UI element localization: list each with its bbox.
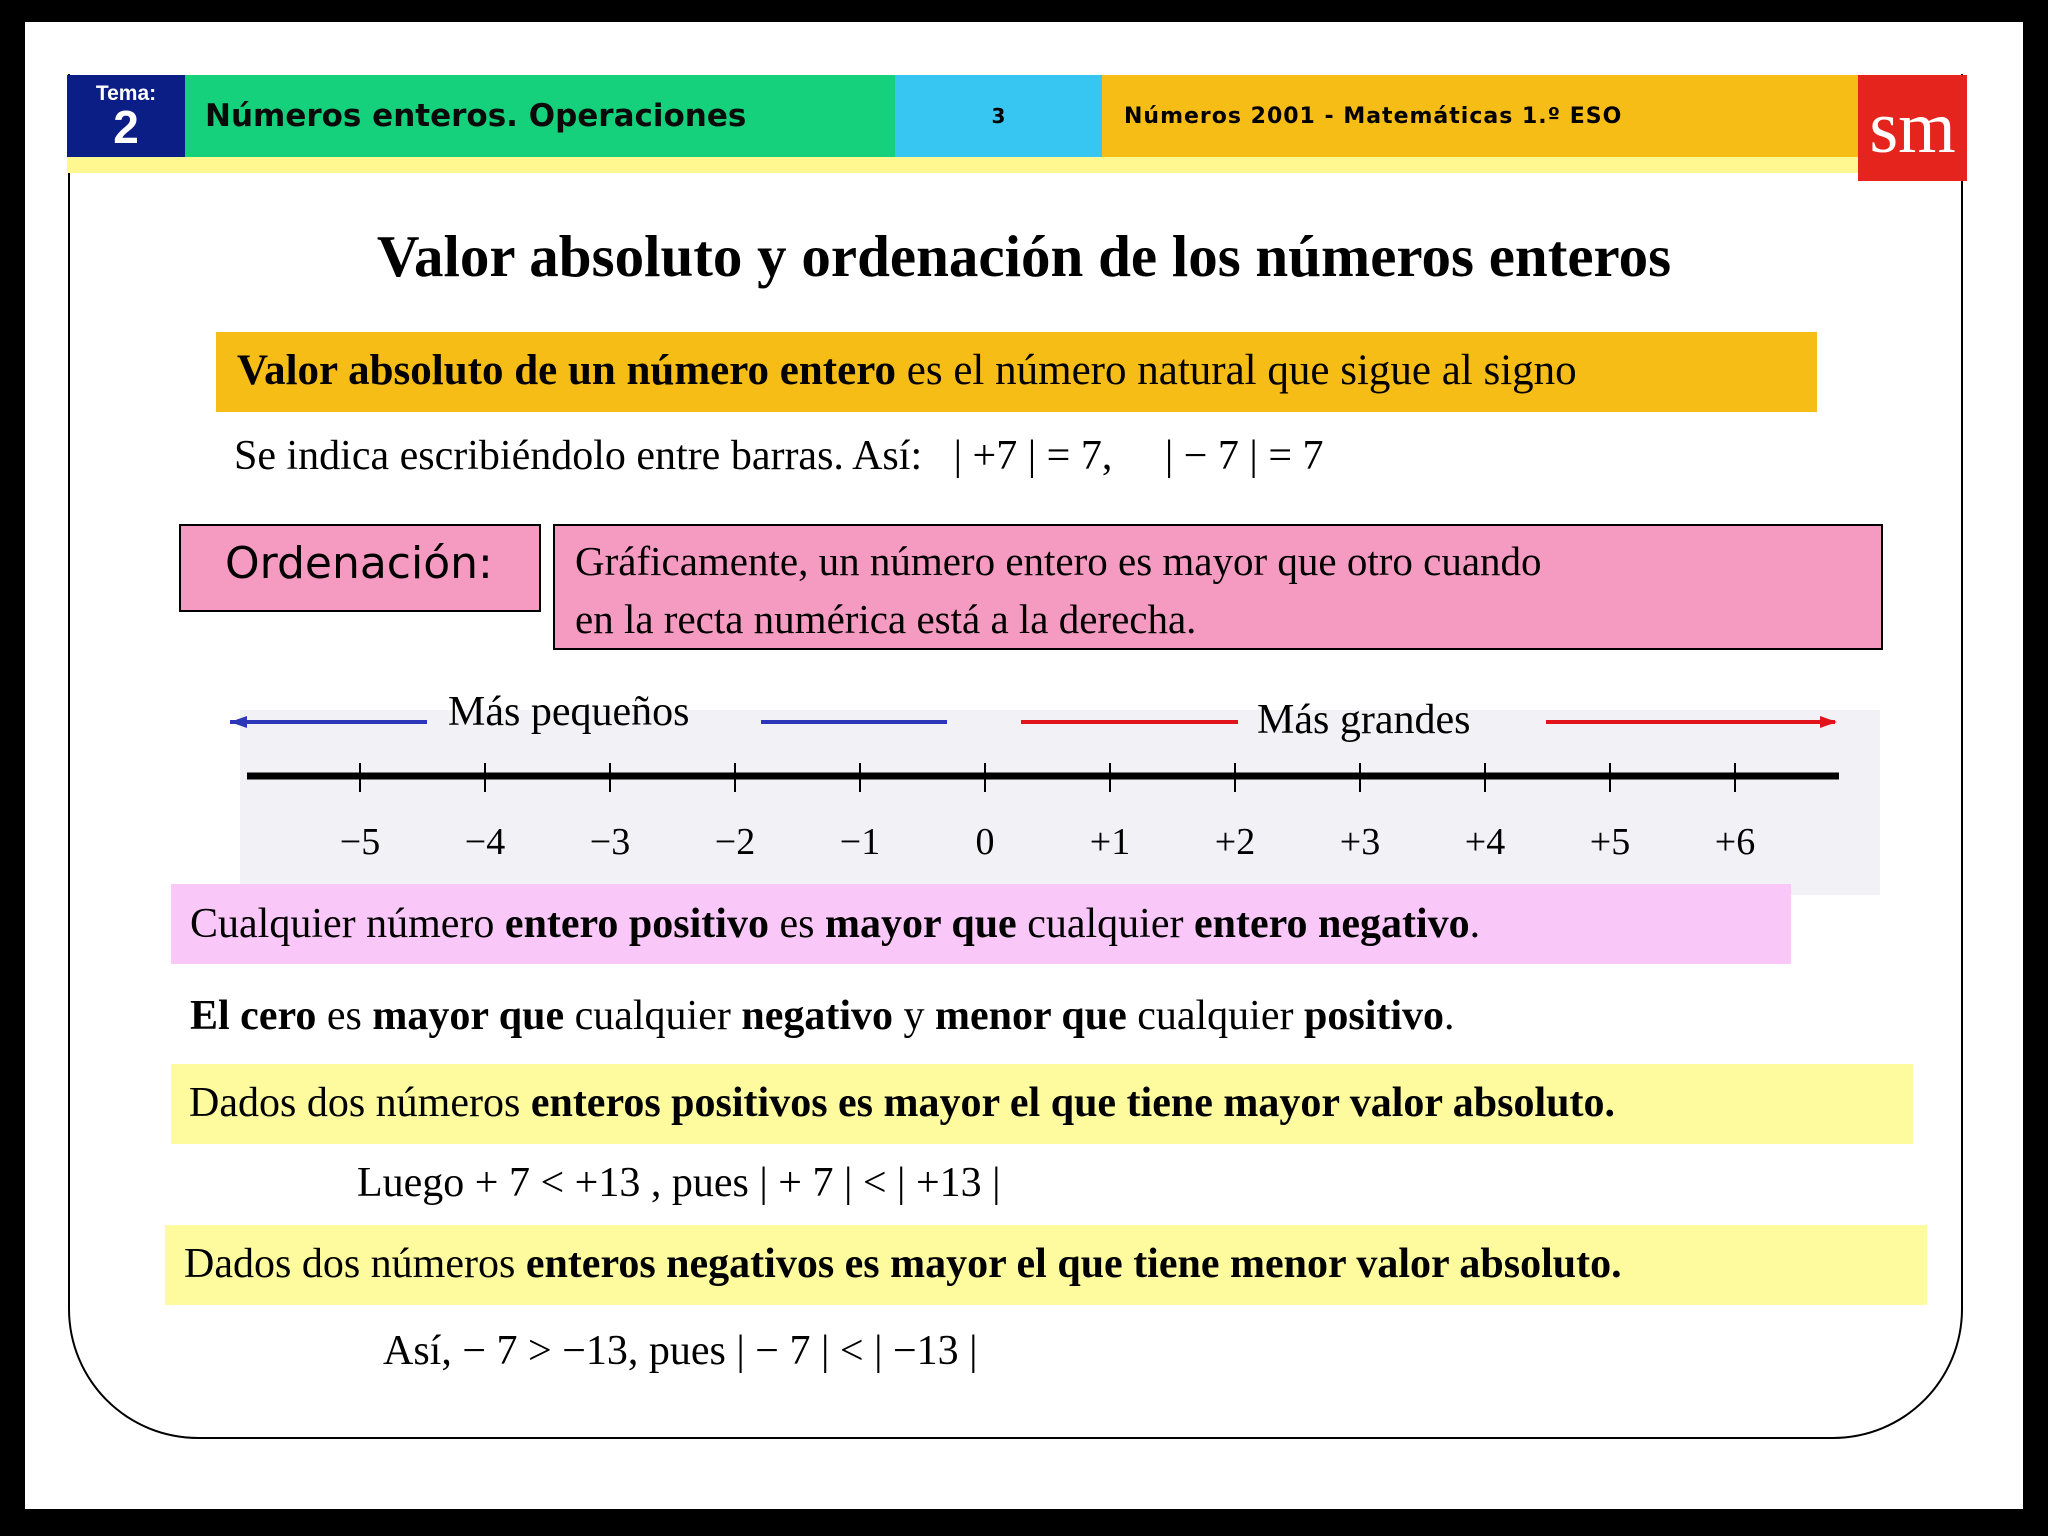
book-title: Números 2001 - Matemáticas 1.º ESO <box>1102 75 1858 157</box>
tick-label: +3 <box>1339 821 1381 863</box>
tick-label: −2 <box>714 821 756 863</box>
notation-text: Se indica escribiéndolo entre barras. Así: <box>234 433 933 479</box>
rule1-bold: entero negativo <box>1193 901 1470 947</box>
tick-label: +6 <box>1714 821 1756 863</box>
rule2-bold: positivo <box>1303 993 1445 1039</box>
tick-label: +5 <box>1589 821 1631 863</box>
tick-label: −3 <box>589 821 631 863</box>
sm-logo: sm <box>1858 75 1967 181</box>
tick-label: −4 <box>464 821 506 863</box>
tick-label: 0 <box>975 821 995 863</box>
rule2-bold: menor que <box>935 993 1127 1039</box>
tick-label: −1 <box>839 821 881 863</box>
left-arrowhead <box>230 716 247 728</box>
tema-label: Tema: <box>95 82 157 105</box>
rule2-text: es <box>316 993 373 1039</box>
rule2-text: . <box>1444 993 1455 1039</box>
notation-example-2: | − 7 | = 7 <box>1164 433 1324 479</box>
rule4-text: Dados dos números <box>184 1241 526 1287</box>
rule-positives <box>171 1064 1913 1144</box>
rule2-text: cualquier <box>564 993 742 1039</box>
rule2-text: cualquier <box>1126 993 1304 1039</box>
rule3-text: Dados dos números <box>189 1080 531 1126</box>
rule-positive-vs-negative <box>171 884 1791 964</box>
right-arrowhead <box>1820 716 1837 728</box>
ordering-label: Ordenación: <box>179 524 541 612</box>
topic-title: Números enteros. Operaciones <box>185 75 895 157</box>
rule3-bold: enteros positivos es mayor el que tiene mayor valor absoluto. <box>530 1080 1615 1126</box>
tema-number: 2 <box>113 101 139 153</box>
tick-label: +4 <box>1464 821 1506 863</box>
rule1-bold: entero positivo <box>504 901 769 947</box>
rule-zero <box>190 992 1455 1040</box>
rule1-bold: mayor que <box>824 901 1017 947</box>
right-label: Más grandes <box>1257 697 1471 743</box>
rule2-bold: negativo <box>741 993 893 1039</box>
page-number: 3 <box>895 75 1102 157</box>
example-positives: Luego + 7 < +13 , pues | + 7 | < | +13 | <box>357 1160 1001 1206</box>
rule2-text: y <box>893 993 935 1039</box>
rule-negatives <box>165 1225 1927 1305</box>
definition-rest: es el número natural que sigue al signo <box>896 347 1577 394</box>
slide-title: Valor absoluto y ordenación de los números enteros <box>376 223 1672 289</box>
rule1-text: . <box>1469 901 1481 947</box>
ordering-line-1: Gráficamente, un número entero es mayor que otro cuando <box>575 538 1542 584</box>
tick-label: −5 <box>339 821 381 863</box>
rule2-bold: El cero <box>190 993 317 1039</box>
rule1-text: Cualquier número <box>190 901 505 947</box>
rule1-text: es <box>768 901 825 947</box>
rule4-bold: enteros negativos es mayor el que tiene menor valor absoluto. <box>525 1241 1622 1287</box>
tick-label: +2 <box>1214 821 1256 863</box>
definition-bold: Valor absoluto de un número entero <box>237 347 897 394</box>
notation-example-1: | +7 | = 7, <box>953 433 1113 479</box>
left-label: Más pequeños <box>448 689 690 735</box>
number-line <box>25 22 2023 922</box>
ordering-line-2: en la recta numérica está a la derecha. <box>575 596 1197 642</box>
tick-label: +1 <box>1089 821 1131 863</box>
example-negatives: Así, − 7 > −13, pues | − 7 | < | −13 | <box>383 1328 978 1374</box>
slide <box>25 22 2023 1509</box>
rule2-bold: mayor que <box>372 993 565 1039</box>
rule1-text: cualquier <box>1016 901 1194 947</box>
